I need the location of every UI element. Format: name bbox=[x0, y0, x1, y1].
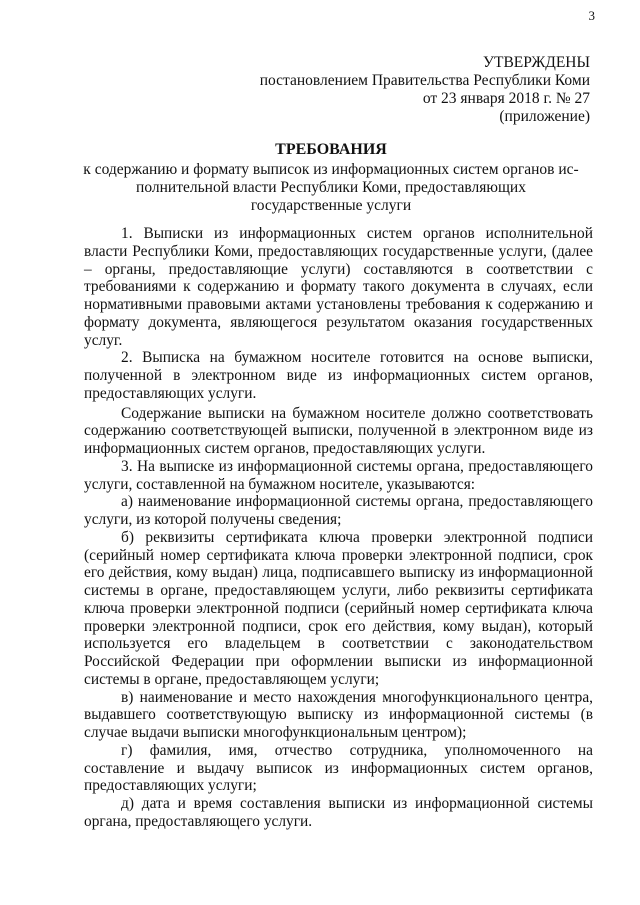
title-line-1: к содержанию и формату выписок из информационных систем органов ис- bbox=[83, 161, 579, 178]
page-number: 3 bbox=[588, 8, 595, 23]
approval-title: УТВЕРЖДЕНЫ bbox=[483, 54, 590, 71]
paragraph-item-v: в) наименование и место нахождения многофункционального центра, выдавшего соответствующую выписку из информационной системы (в случае выдачи выписки многофункциональным центром); bbox=[84, 688, 593, 741]
title-heading: ТРЕБОВАНИЯ bbox=[275, 141, 387, 158]
paragraph-item-d: д) дата и время составления выписки из информационной системы органа, предоставляющего услуги. bbox=[84, 795, 593, 830]
title-line-2: полнительной власти Республики Коми, предоставляющих bbox=[136, 179, 526, 196]
document-body bbox=[84, 225, 593, 831]
paragraph-1: 1. Выписки из информационных систем органов исполнительной власти Республики Коми, предоставляющих государственные услуги, (далее – органы, предоставляющие услуги) составляются в соответствии с требованиями к содержанию и формату такого документа в случаях, если нормативными правовыми актами установлены требования к содержанию и формату документа, являющегося результатом оказания государственных услуг. bbox=[84, 225, 593, 349]
paragraph-item-g: г) фамилия, имя, отчество сотрудника, уполномоченного на составление и выдачу выписок из информационных систем органов, предоставляющих услуги; bbox=[84, 741, 593, 795]
approval-date: от 23 января 2018 г. № 27 bbox=[422, 90, 590, 107]
paragraph-3: Содержание выписки на бумажном носителе должно соответствовать содержанию соответствующей выписки, полученной в электронном виде из информационных систем органов, предоставляющих услуги. bbox=[84, 404, 593, 457]
approval-stamp bbox=[260, 54, 590, 126]
document-title bbox=[70, 141, 592, 215]
approval-appendix: (приложение) bbox=[499, 108, 590, 125]
paragraph-4: 3. На выписке из информационной системы органа, предоставляющего услуги, составленной на бумажном носителе, указываются: bbox=[84, 457, 593, 493]
paragraph-2: 2. Выписка на бумажном носителе готовится на основе выписки, полученной в электронном виде из информационных систем органов, предоставляющих услуги. bbox=[84, 349, 593, 402]
title-line-3: государственные услуги bbox=[250, 197, 412, 214]
paragraph-item-a: а) наименование информационной системы органа, предоставляющего услуги, из которой получены сведения; bbox=[84, 493, 593, 528]
approval-resolution: постановлением Правительства Республики Коми bbox=[259, 72, 590, 89]
paragraph-item-b: б) реквизиты сертификата ключа проверки электронной подписи (серийный номер сертификата ключа проверки электронной подписи, срок его действия, кому выдан) лица, подписавшего выписку из информационной системы в органе, предоставляющем услуги, либо реквизиты сертификата ключа проверки электронной подписи (серийный номер сертификата ключа проверки электронной подписи, срок его действия, кому выдан), который используется его владельцем в соответствии с законодательством Российской Федерации при оформлении выписки из информационной системы в органе, предоставляющем услуги; bbox=[84, 528, 593, 688]
